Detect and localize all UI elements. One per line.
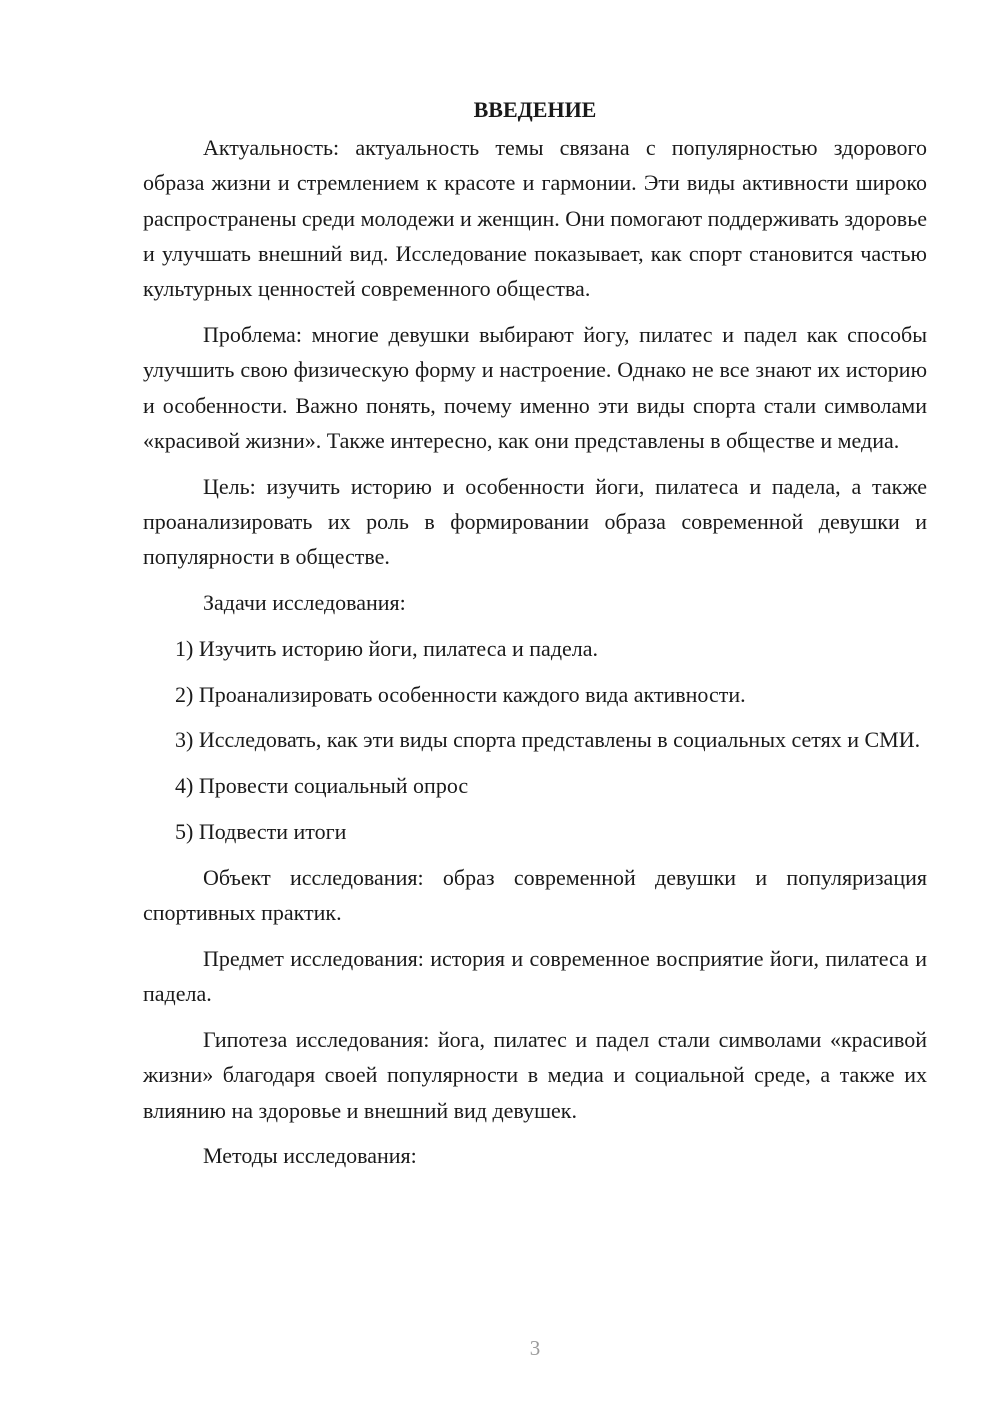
task-item-2: 2) Проанализировать особенности каждого вида активности. xyxy=(175,681,746,707)
task-item-1: 1) Изучить историю йоги, пилатеса и падела. xyxy=(175,635,599,661)
paragraph-problem: Проблема: многие девушки выбирают йогу, пилатес и падел как способы улучшить свою физическую форму и настроение. Однако не все знают их историю и особенности. Важно понять, почему именно эти виды спорта стали символами «красивой жизни». Также интересно, как они представлены в обществе и медиа. xyxy=(143,321,927,453)
paragraph-hypothesis: Гипотеза исследования: йога, пилатес и падел стали символами «красивой жизни» благодаря своей популярности в медиа и социальной среде, а также их влиянию на здоровье и внешний вид девушек. xyxy=(143,1027,927,1123)
paragraph-relevance: Актуальность: актуальность темы связана с популярностью здорового образа жизни и стремлением к красоте и гармонии. Эти виды активности широко распространены среди молодежи и женщин. Они помогают поддерживать здоровье и улучшать внешний вид. Исследование показывает, как спорт становится частью культурных ценностей современного общества. xyxy=(143,135,927,302)
paragraph-goal: Цель: изучить историю и особенности йоги, пилатеса и падела, а также проанализировать их роль в формировании образа современной девушки и популярности в обществе. xyxy=(143,473,927,570)
paragraph-methods-heading: Методы исследования: xyxy=(203,1143,417,1169)
paragraph-tasks-heading: Задачи исследования: xyxy=(203,590,406,616)
task-item-3: 3) Исследовать, как эти виды спорта представлены в социальных сетях и СМИ. xyxy=(175,727,921,753)
page-number: 3 xyxy=(529,1336,541,1360)
task-item-5: 5) Подвести итоги xyxy=(175,819,347,845)
page-content xyxy=(143,92,927,1184)
paragraph-subject: Предмет исследования: история и современное восприятие йоги, пилатеса и падела. xyxy=(143,945,927,1007)
paragraph-object: Объект исследования: образ современной девушки и популяризация спортивных практик. xyxy=(143,864,927,926)
task-item-4: 4) Провести социальный опрос xyxy=(175,773,469,799)
section-title: ВВЕДЕНИЕ xyxy=(473,97,597,122)
